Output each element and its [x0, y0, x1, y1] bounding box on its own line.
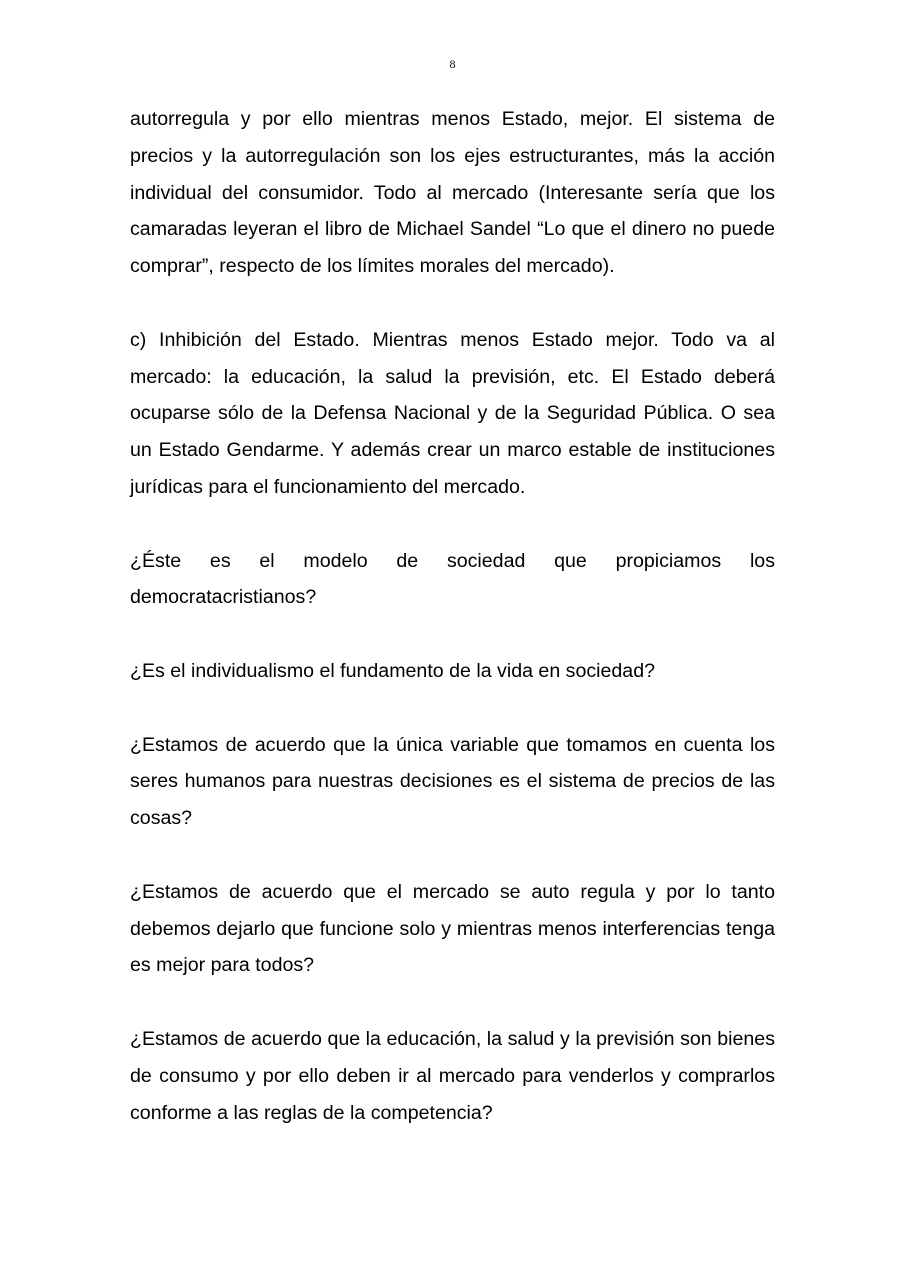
question-education-health-market: ¿Estamos de acuerdo que la educación, la salud y la previsión son bienes de consumo y por ello deben ir al mercado para venderlos y comprarlos conforme a las reglas de la competencia?: [130, 1027, 775, 1124]
page-number: 8: [449, 57, 456, 71]
question-society-model: ¿Éste es el modelo de sociedad que propiciamos los democratacristianos?: [130, 549, 775, 609]
question-individualism: ¿Es el individualismo el fundamento de la vida en sociedad?: [130, 659, 655, 682]
question-market-self-regulation: ¿Estamos de acuerdo que el mercado se auto regula y por lo tanto debemos dejarlo que funcione solo y mientras menos interferencias tenga es mejor para todos?: [130, 880, 775, 977]
paragraph-state-inhibition: c) Inhibición del Estado. Mientras menos Estado mejor. Todo va al mercado: la educación, la salud la previsión, etc. El Estado deberá ocuparse sólo de la Defensa Nacional y de la Seguridad Pública. O sea un Estado Gendarme. Y además crear un marco estable de instituciones jurídicas para el funcionamiento del mercado.: [130, 328, 775, 498]
paragraph-market-self-regulation: autorregula y por ello mientras menos Estado, mejor. El sistema de precios y la autorregulación son los ejes estructurantes, más la acción individual del consumidor. Todo al mercado (Interesante sería que los camaradas leyeran el libro de Michael Sandel “Lo que el dinero no puede comprar”, respecto de los límites morales del mercado).: [130, 108, 775, 278]
question-price-system: ¿Estamos de acuerdo que la única variable que tomamos en cuenta los seres humanos para nuestras decisiones es el sistema de precios de las cosas?: [130, 733, 775, 830]
body-text: [130, 101, 775, 1131]
